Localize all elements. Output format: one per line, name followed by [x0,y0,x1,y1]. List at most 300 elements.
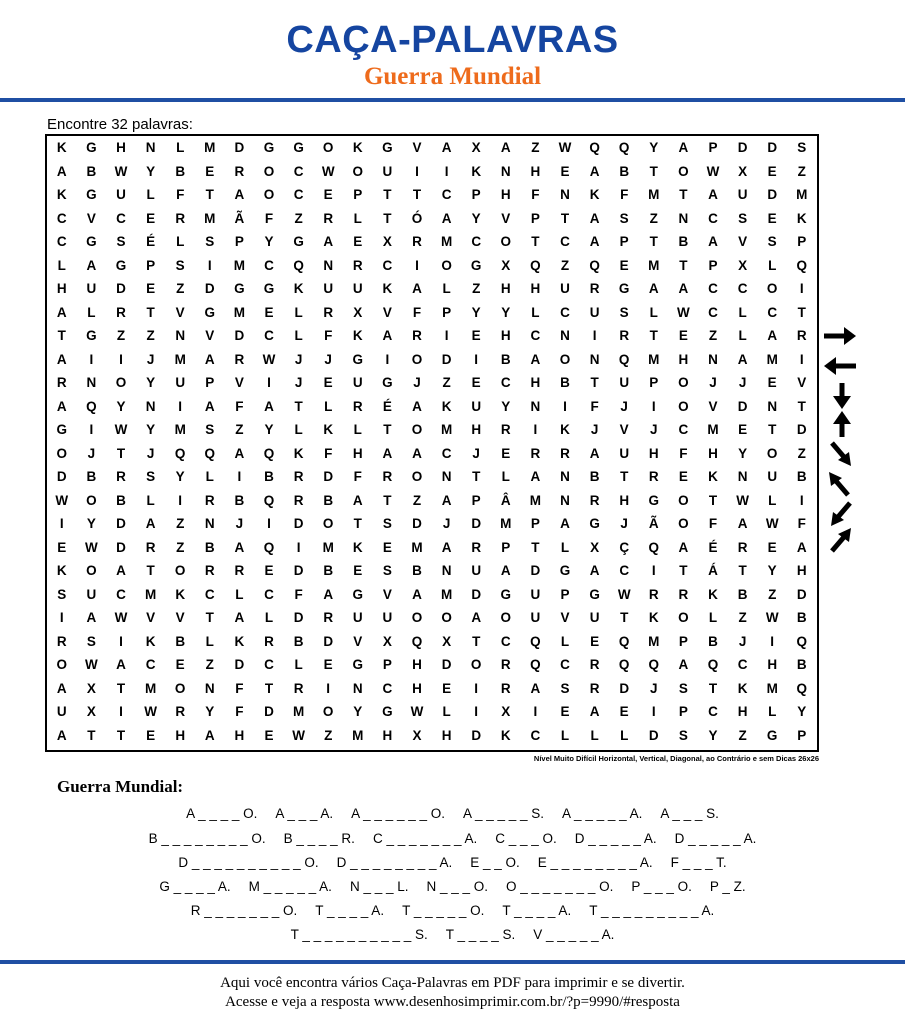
grid-letter[interactable]: T [649,328,658,343]
grid-letter[interactable]: U [737,187,748,202]
grid-letter[interactable]: C [678,422,689,437]
grid-letter[interactable]: M [648,187,660,202]
grid-letter[interactable]: T [383,492,392,508]
grid-letter[interactable]: J [146,445,155,461]
grid-letter[interactable]: A [500,140,511,155]
grid-letter[interactable]: K [589,187,600,202]
grid-letter[interactable]: A [382,445,393,461]
grid-letter[interactable]: I [207,257,212,273]
grid-letter[interactable]: E [146,727,156,743]
grid-letter[interactable]: W [262,351,276,367]
grid-letter[interactable]: K [796,210,807,226]
grid-letter[interactable]: B [86,163,97,179]
grid-letter[interactable]: Ã [234,210,245,226]
grid-letter[interactable]: G [263,281,275,296]
grid-letter[interactable]: X [738,163,748,179]
grid-letter[interactable]: A [589,445,600,461]
grid-letter[interactable]: R [619,328,630,343]
grid-letter[interactable]: B [204,539,215,555]
grid-letter[interactable]: J [413,375,421,390]
grid-letter[interactable]: H [234,727,245,743]
grid-letter[interactable]: N [352,680,363,696]
grid-letter[interactable]: H [56,281,67,296]
grid-letter[interactable]: M [233,257,246,273]
grid-letter[interactable]: O [411,422,423,437]
grid-letter[interactable]: Q [263,539,275,555]
grid-letter[interactable]: A [145,516,156,531]
grid-letter[interactable]: G [204,304,216,320]
grid-letter[interactable]: M [352,727,364,743]
grid-letter[interactable]: T [146,304,155,320]
grid-letter[interactable]: Z [768,586,777,602]
grid-letter[interactable]: U [589,610,600,625]
grid-letter[interactable]: L [768,492,777,508]
grid-letter[interactable]: X [353,304,363,320]
grid-letter[interactable]: X [501,257,511,273]
grid-letter[interactable]: Q [648,657,660,672]
grid-letter[interactable]: K [708,586,718,602]
grid-letter[interactable]: M [440,586,453,602]
grid-letter[interactable]: E [323,375,333,390]
grid-letter[interactable]: H [500,328,511,343]
grid-letter[interactable]: F [176,187,185,202]
grid-letter[interactable]: D [619,680,630,696]
grid-letter[interactable]: K [293,445,304,461]
grid-letter[interactable]: R [323,304,334,320]
grid-letter[interactable]: P [708,257,718,273]
grid-letter[interactable]: U [382,610,393,625]
grid-letter[interactable]: N [441,563,452,578]
grid-letter[interactable]: E [471,328,481,343]
grid-letter[interactable]: V [797,375,807,390]
grid-letter[interactable]: L [738,304,747,320]
grid-letter[interactable]: F [620,187,629,202]
grid-letter[interactable]: Y [146,422,156,437]
grid-letter[interactable]: Z [146,328,155,343]
grid-letter[interactable]: O [86,492,97,508]
grid-letter[interactable]: L [590,727,599,743]
grid-letter[interactable]: E [767,375,777,390]
grid-letter[interactable]: D [293,516,304,531]
grid-letter[interactable]: F [531,187,540,202]
grid-letter[interactable]: D [441,657,452,672]
grid-letter[interactable]: M [766,351,778,367]
grid-letter[interactable]: C [500,633,511,649]
grid-letter[interactable]: C [145,657,156,672]
grid-letter[interactable]: E [323,187,333,202]
grid-letter[interactable]: A [708,187,718,202]
grid-letter[interactable]: G [86,328,97,343]
grid-letter[interactable]: N [560,492,570,508]
grid-letter[interactable]: É [382,398,392,414]
grid-letter[interactable]: Z [708,328,718,343]
grid-letter[interactable]: F [590,398,599,414]
grid-letter[interactable]: Q [618,351,630,367]
grid-letter[interactable]: R [293,469,304,484]
grid-letter[interactable]: I [178,492,183,508]
grid-letter[interactable]: I [444,328,449,343]
grid-letter[interactable]: M [529,492,542,508]
grid-letter[interactable]: H [441,727,452,743]
grid-letter[interactable]: G [589,516,600,531]
grid-letter[interactable]: I [799,281,804,296]
grid-letter[interactable]: A [412,398,422,414]
grid-letter[interactable]: W [765,610,779,625]
grid-letter[interactable]: A [204,727,215,743]
grid-letter[interactable]: K [352,140,363,155]
grid-letter[interactable]: Z [531,140,540,155]
grid-letter[interactable]: C [708,704,718,719]
grid-letter[interactable]: T [116,727,126,743]
grid-letter[interactable]: B [234,492,245,508]
grid-letter[interactable]: D [471,586,482,602]
grid-letter[interactable]: B [323,563,334,578]
grid-letter[interactable]: S [678,680,688,696]
grid-letter[interactable]: O [766,445,778,461]
grid-letter[interactable]: A [678,657,689,672]
grid-letter[interactable]: D [767,187,778,202]
grid-letter[interactable]: B [560,375,570,390]
grid-letter[interactable]: C [264,328,274,343]
grid-letter[interactable]: L [708,610,718,625]
grid-letter[interactable]: C [500,375,511,390]
grid-letter[interactable]: Q [707,657,719,672]
grid-letter[interactable]: A [56,727,67,743]
grid-letter[interactable]: M [500,516,512,531]
grid-letter[interactable]: T [383,210,392,226]
grid-letter[interactable]: T [57,328,66,343]
grid-letter[interactable]: O [115,375,127,390]
grid-letter[interactable]: H [116,140,126,155]
grid-letter[interactable]: R [175,704,186,719]
grid-letter[interactable]: O [678,610,689,625]
grid-letter[interactable]: L [324,398,333,414]
grid-letter[interactable]: X [501,704,511,719]
grid-letter[interactable]: Y [708,727,718,743]
grid-letter[interactable]: L [57,257,66,273]
grid-letter[interactable]: V [234,375,244,390]
grid-letter[interactable]: C [560,657,570,672]
grid-letter[interactable]: R [589,492,600,508]
grid-letter[interactable]: R [204,563,215,578]
grid-letter[interactable]: R [589,657,600,672]
grid-letter[interactable]: M [233,304,246,320]
grid-letter[interactable]: U [56,704,67,719]
grid-letter[interactable]: E [264,563,274,578]
grid-letter[interactable]: I [326,680,331,696]
grid-letter[interactable]: T [679,187,688,202]
grid-letter[interactable]: T [472,633,481,649]
grid-letter[interactable]: K [145,633,156,649]
grid-letter[interactable]: A [767,328,778,343]
grid-letter[interactable]: Y [264,234,274,249]
grid-letter[interactable]: K [352,539,363,555]
grid-letter[interactable]: Z [797,445,806,461]
grid-letter[interactable]: D [767,140,778,155]
grid-letter[interactable]: K [323,422,334,437]
grid-letter[interactable]: T [116,680,126,696]
grid-letter[interactable]: O [678,398,689,414]
grid-letter[interactable]: O [352,163,364,179]
grid-letter[interactable]: L [442,281,451,296]
grid-letter[interactable]: N [204,516,215,531]
grid-letter[interactable]: E [678,328,688,343]
grid-letter[interactable]: P [619,234,629,249]
grid-letter[interactable]: E [678,469,688,484]
grid-letter[interactable]: O [766,281,778,296]
grid-letter[interactable]: A [382,328,393,343]
grid-letter[interactable]: I [533,704,538,719]
grid-letter[interactable]: V [619,422,629,437]
grid-letter[interactable]: N [560,187,570,202]
grid-letter[interactable]: I [267,516,271,531]
grid-letter[interactable]: R [234,351,245,367]
grid-letter[interactable]: Y [501,398,511,414]
grid-letter[interactable]: Á [708,563,718,578]
grid-letter[interactable]: A [323,586,334,602]
grid-letter[interactable]: B [175,633,186,649]
grid-letter[interactable]: A [116,563,126,578]
grid-letter[interactable]: O [678,375,689,390]
grid-letter[interactable]: G [86,140,97,155]
grid-letter[interactable]: T [472,469,481,484]
grid-letter[interactable]: A [737,351,748,367]
grid-letter[interactable]: L [560,633,570,649]
grid-letter[interactable]: J [294,375,303,390]
grid-letter[interactable]: A [589,563,600,578]
grid-letter[interactable]: T [708,492,718,508]
grid-letter[interactable]: Y [146,375,156,390]
grid-letter[interactable]: P [353,187,363,202]
grid-letter[interactable]: E [353,234,363,249]
grid-letter[interactable]: K [56,140,67,155]
grid-letter[interactable]: G [234,281,245,296]
grid-letter[interactable]: Y [738,445,748,461]
grid-letter[interactable]: C [382,257,393,273]
grid-letter[interactable]: S [57,586,67,602]
grid-letter[interactable]: Q [263,445,275,461]
grid-letter[interactable]: E [353,563,363,578]
grid-letter[interactable]: W [85,657,98,672]
grid-letter[interactable]: B [264,469,274,484]
grid-letter[interactable]: R [116,469,126,484]
grid-letter[interactable]: M [144,680,157,696]
grid-letter[interactable]: A [412,445,422,461]
grid-letter[interactable]: C [116,210,126,226]
grid-letter[interactable]: A [589,163,600,179]
grid-letter[interactable]: Q [618,633,630,649]
grid-letter[interactable]: Y [501,304,511,320]
grid-letter[interactable]: T [353,516,362,531]
grid-letter[interactable]: A [234,539,245,555]
grid-letter[interactable]: E [146,281,156,296]
grid-letter[interactable]: Z [649,210,658,226]
grid-letter[interactable]: U [560,281,570,296]
grid-letter[interactable]: H [678,351,689,367]
grid-letter[interactable]: Z [442,375,451,390]
grid-letter[interactable]: I [59,516,64,531]
grid-letter[interactable]: Q [618,140,630,155]
grid-letter[interactable]: C [264,257,274,273]
grid-letter[interactable]: R [471,539,482,555]
grid-letter[interactable]: W [677,304,690,320]
grid-letter[interactable]: C [560,304,570,320]
grid-letter[interactable]: G [382,140,393,155]
grid-letter[interactable]: K [441,398,452,414]
grid-letter[interactable]: G [766,727,778,743]
grid-letter[interactable]: D [323,469,334,484]
grid-letter[interactable]: E [738,422,748,437]
grid-letter[interactable]: G [648,492,660,508]
grid-letter[interactable]: U [471,563,482,578]
grid-letter[interactable]: I [89,351,94,367]
grid-letter[interactable]: G [263,140,275,155]
grid-letter[interactable]: A [56,163,67,179]
grid-letter[interactable]: H [619,492,630,508]
grid-letter[interactable]: Z [116,328,126,343]
grid-letter[interactable]: C [530,328,541,343]
grid-letter[interactable]: V [86,210,96,226]
grid-letter[interactable]: A [589,704,600,719]
grid-letter[interactable]: X [86,680,96,696]
grid-letter[interactable]: K [382,281,393,296]
grid-letter[interactable]: G [352,351,364,367]
grid-letter[interactable]: V [353,633,363,649]
grid-letter[interactable]: X [471,140,481,155]
grid-letter[interactable]: P [471,187,481,202]
grid-letter[interactable]: O [322,516,334,531]
grid-letter[interactable]: R [293,680,304,696]
grid-letter[interactable]: N [589,351,600,367]
grid-letter[interactable]: E [57,539,67,555]
grid-letter[interactable]: R [56,633,67,649]
grid-letter[interactable]: J [738,375,747,390]
grid-letter[interactable]: P [797,727,807,743]
grid-letter[interactable]: K [471,163,482,179]
grid-letter[interactable]: T [649,163,658,179]
grid-letter[interactable]: M [411,539,423,555]
grid-letter[interactable]: R [234,163,245,179]
grid-letter[interactable]: Q [293,257,304,273]
grid-letter[interactable]: C [737,281,748,296]
grid-letter[interactable]: H [471,422,482,437]
grid-letter[interactable]: X [382,234,392,249]
grid-letter[interactable]: O [678,163,689,179]
grid-letter[interactable]: V [560,610,570,625]
grid-letter[interactable]: O [174,680,186,696]
grid-letter[interactable]: R [648,469,659,484]
grid-letter[interactable]: R [293,492,304,508]
grid-letter[interactable]: S [767,234,777,249]
grid-letter[interactable]: M [204,140,216,155]
grid-letter[interactable]: G [470,257,482,273]
grid-letter[interactable]: B [708,633,718,649]
grid-letter[interactable]: S [560,680,570,696]
grid-letter[interactable]: G [500,586,512,602]
grid-letter[interactable]: A [589,210,600,226]
grid-letter[interactable]: N [204,680,215,696]
grid-letter[interactable]: I [119,633,123,649]
grid-letter[interactable]: H [796,563,807,578]
grid-letter[interactable]: O [263,163,275,179]
grid-letter[interactable]: R [648,586,659,602]
grid-letter[interactable]: J [650,680,658,696]
grid-letter[interactable]: F [412,304,422,320]
grid-letter[interactable]: J [442,516,451,531]
grid-letter[interactable]: T [560,210,570,226]
grid-letter[interactable]: S [619,304,629,320]
grid-letter[interactable]: B [293,633,304,649]
grid-letter[interactable]: T [620,469,629,484]
grid-letter[interactable]: A [234,610,245,625]
grid-letter[interactable]: O [500,610,512,625]
grid-letter[interactable]: B [678,234,689,249]
grid-letter[interactable]: N [560,469,570,484]
grid-letter[interactable]: A [56,680,67,696]
grid-letter[interactable]: I [651,704,656,719]
grid-letter[interactable]: C [708,304,718,320]
grid-letter[interactable]: R [264,633,274,649]
grid-letter[interactable]: N [678,210,689,226]
grid-letter[interactable]: Q [411,633,423,649]
grid-letter[interactable]: C [264,586,274,602]
grid-letter[interactable]: Z [205,657,214,672]
grid-letter[interactable]: Y [264,422,274,437]
grid-letter[interactable]: T [205,610,214,625]
grid-letter[interactable]: D [737,140,748,155]
grid-letter[interactable]: L [205,633,214,649]
grid-letter[interactable]: L [768,704,777,719]
grid-letter[interactable]: C [441,445,452,461]
grid-letter[interactable]: N [441,469,452,484]
grid-letter[interactable]: G [86,187,97,202]
grid-letter[interactable]: L [294,422,303,437]
grid-letter[interactable]: X [412,727,422,743]
grid-letter[interactable]: Z [324,727,333,743]
grid-letter[interactable]: S [797,140,807,155]
grid-letter[interactable]: A [86,257,97,273]
grid-letter[interactable]: A [412,586,422,602]
grid-letter[interactable]: W [114,422,128,437]
grid-letter[interactable]: C [530,727,541,743]
grid-letter[interactable]: O [56,657,68,672]
grid-letter[interactable]: F [235,398,244,414]
grid-letter[interactable]: R [589,680,600,696]
grid-letter[interactable]: Y [116,398,126,414]
grid-letter[interactable]: A [530,680,541,696]
grid-letter[interactable]: C [737,657,748,672]
grid-letter[interactable]: R [323,210,334,226]
grid-letter[interactable]: V [205,328,215,343]
grid-letter[interactable]: E [442,680,452,696]
grid-letter[interactable]: L [531,304,540,320]
grid-letter[interactable]: R [796,328,807,343]
grid-letter[interactable]: A [796,539,807,555]
grid-letter[interactable]: C [293,187,304,202]
grid-letter[interactable]: N [323,257,334,273]
grid-letter[interactable]: D [116,516,126,531]
grid-letter[interactable]: C [619,563,630,578]
grid-letter[interactable]: O [411,469,423,484]
grid-letter[interactable]: A [530,469,541,484]
grid-letter[interactable]: W [144,704,157,719]
grid-letter[interactable]: U [116,187,126,202]
grid-letter[interactable]: R [589,281,600,296]
grid-letter[interactable]: I [592,328,597,343]
grid-letter[interactable]: U [530,610,541,625]
grid-letter[interactable]: R [678,586,689,602]
grid-letter[interactable]: M [440,234,453,249]
